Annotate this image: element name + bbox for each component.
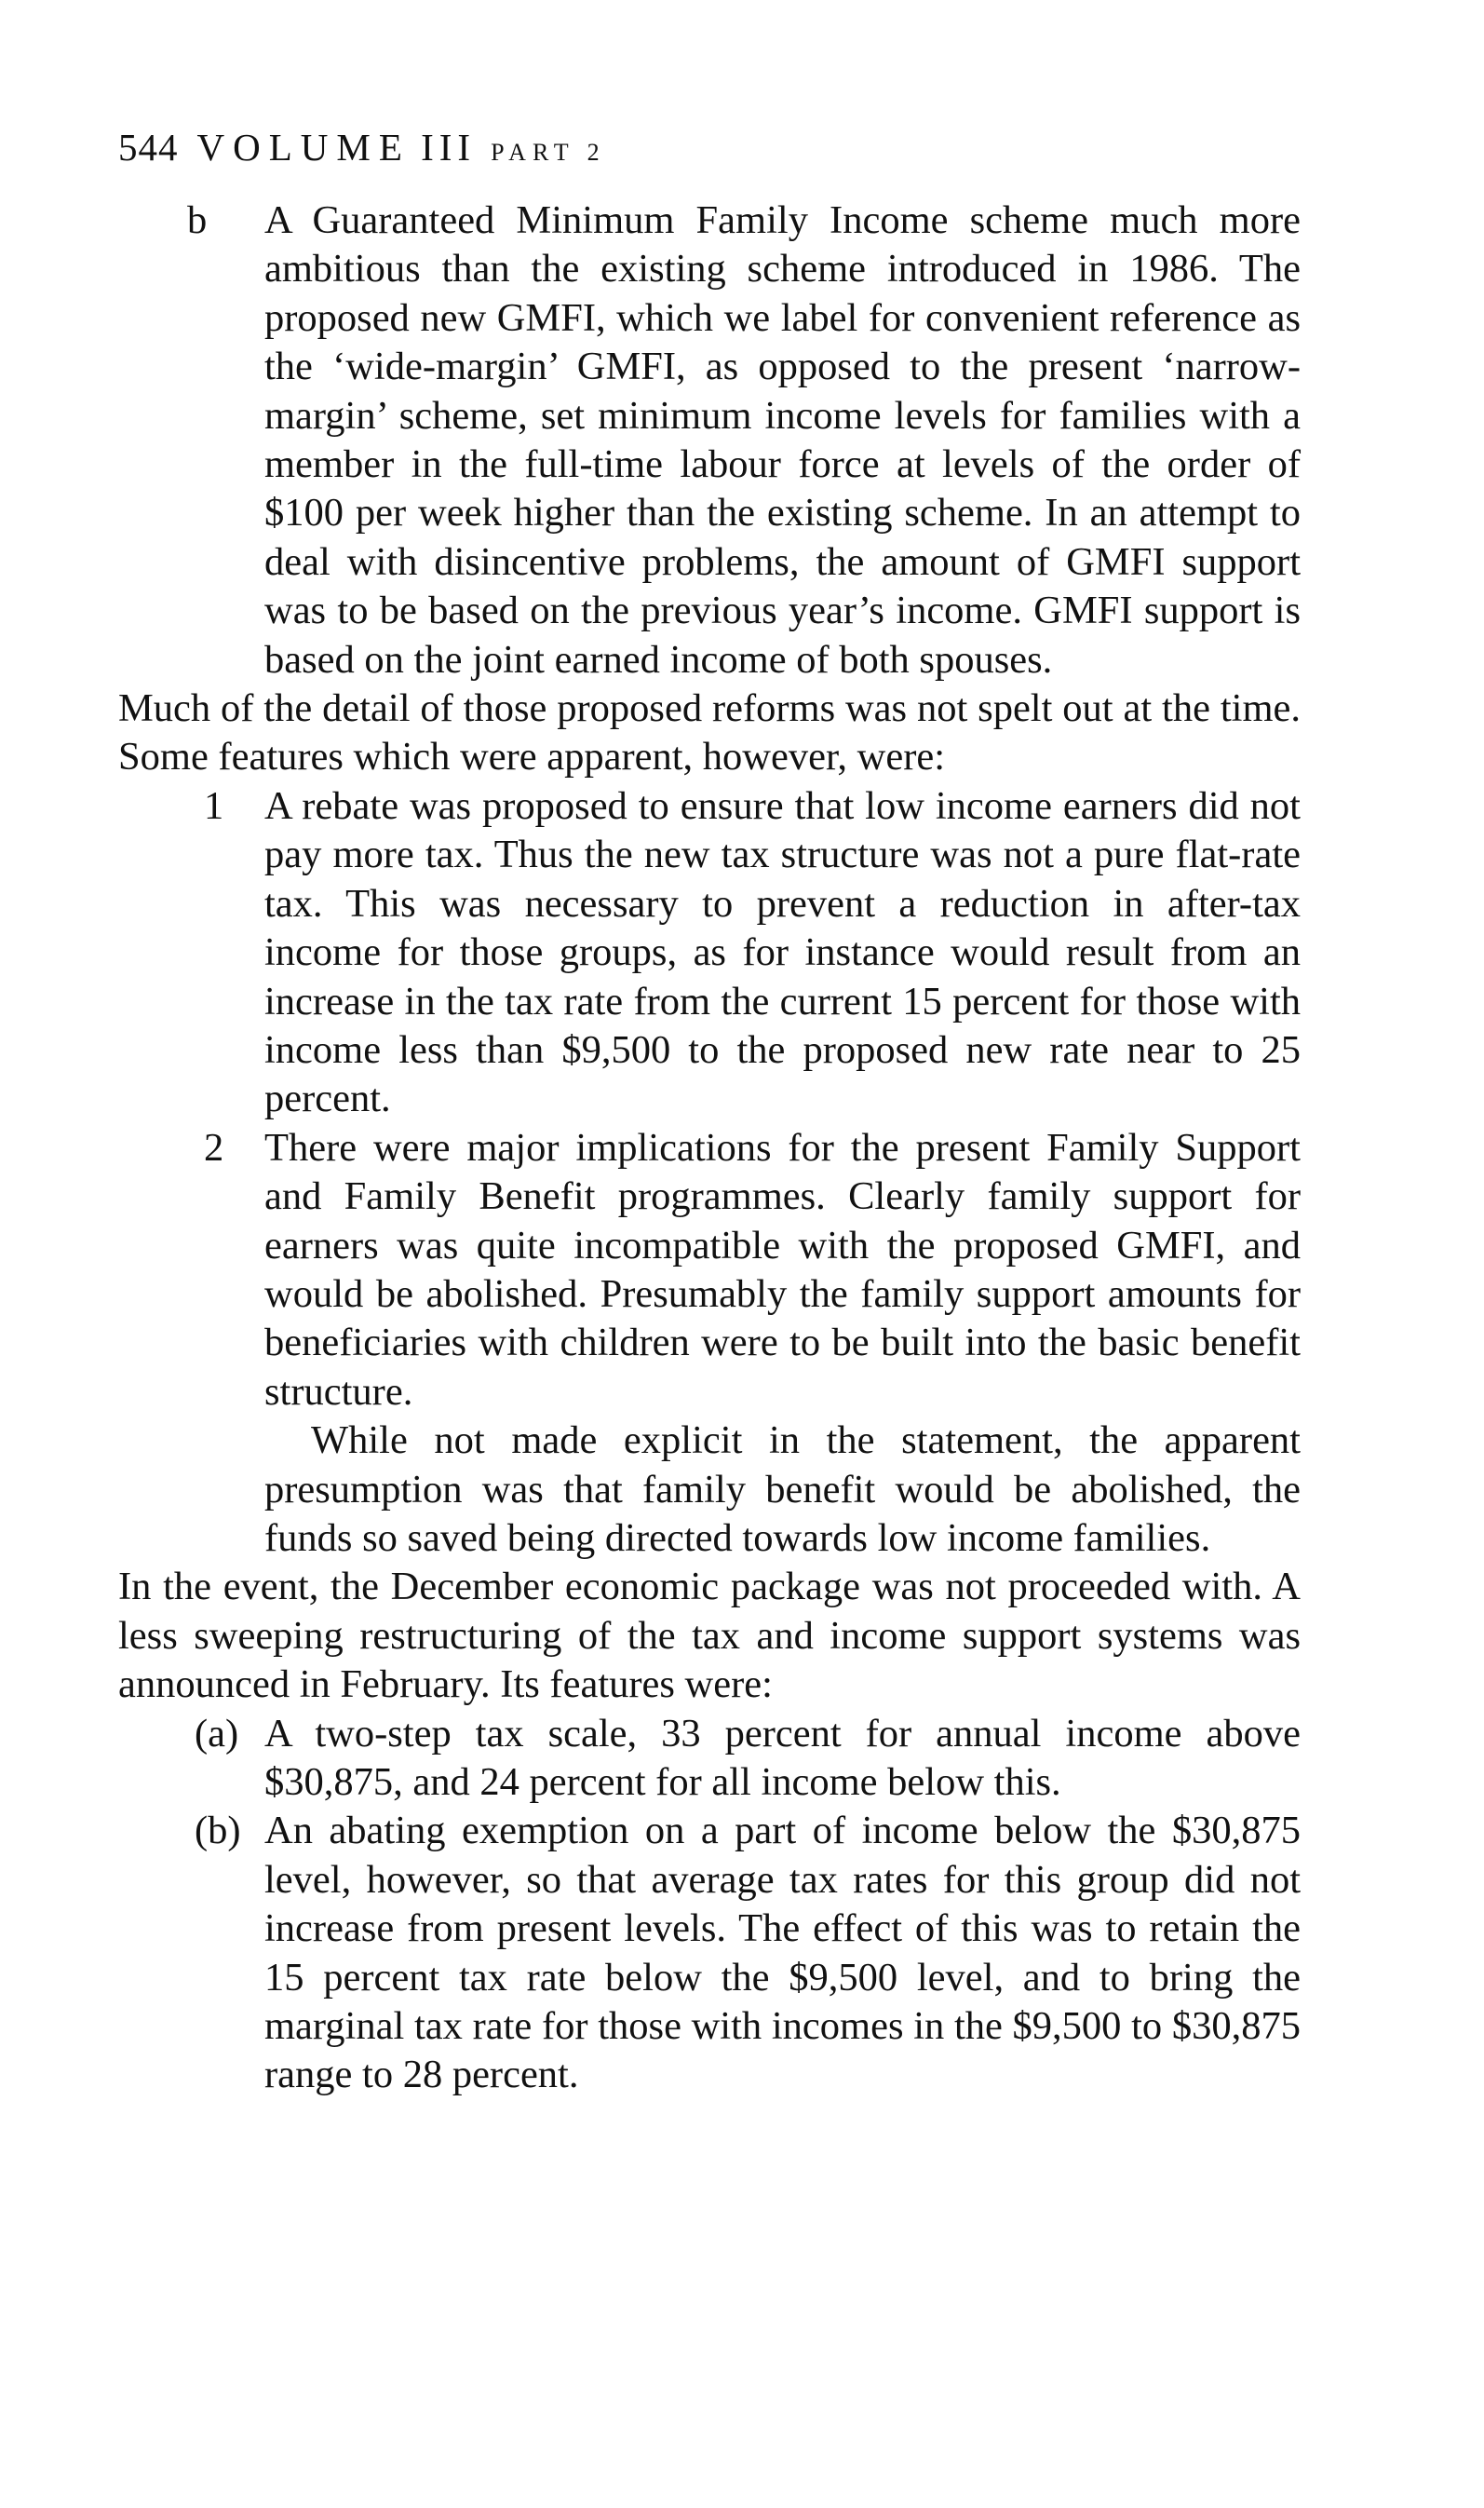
running-head	[118, 126, 1301, 169]
list-marker: b	[187, 198, 208, 242]
list-marker: 2	[204, 1125, 224, 1170]
list-marker: (a)	[195, 1711, 239, 1756]
volume-label: VOLUME	[196, 126, 411, 169]
book-page	[118, 126, 1301, 2100]
list-item-text: An abating exemption on a part of income below the $30,875 level, however, so that average tax rates for this group did not increase from present levels. The effect of this was to retain the 15 percent tax rate below the $9,500 level, and to bring the marginal tax rate for those with incomes in the $9,500 to $30,875 range to 28 percent.	[264, 1809, 1301, 2097]
list-item-text: There were major implications for the present Family Support and Family Benefit programmes. Clearly family support for earners was quite incompatible with the proposed GMFI, and would be abolished. Presumably the family support amounts for beneficiaries with children were to be built into the basic benefit structure.	[264, 1125, 1301, 1414]
body-text	[118, 197, 1301, 2100]
list-item-b-paren	[118, 1807, 1301, 2099]
list-item-text: A Guaranteed Minimum Family Income scheme much more ambitious than the existing scheme introduced in 1986. The proposed new GMFI, which we label for convenient reference as the ‘wide-margin’ GMFI, as opposed to the present ‘narrow-margin’ scheme, set minimum income levels for families with a member in the full-time labour force at levels of the order of $100 per week higher than the existing scheme. In an attempt to deal with disincentive problems, the amount of GMFI support was to be based on the previous year’s income. GMFI support is based on the joint earned income of both spouses.	[264, 198, 1301, 682]
list-marker: (b)	[195, 1809, 241, 1853]
list-item-continuation: While not made explicit in the statement, the apparent presumption was that family benefit would be abolished, the funds so saved being directed towards low income families.	[264, 1418, 1301, 1560]
list-item-2	[118, 1124, 1301, 1417]
list-marker: 1	[204, 783, 224, 828]
list-item-1	[118, 782, 1301, 1124]
list-item-a	[118, 1710, 1301, 1808]
list-item-text: A two-step tax scale, 33 percent for annual income above $30,875, and 24 percent for all income below this.	[264, 1711, 1301, 1804]
part-label: PART 2	[491, 139, 606, 166]
volume-number: III	[421, 126, 477, 169]
list-item-b	[118, 197, 1301, 685]
paragraph: Much of the detail of those proposed reforms was not spelt out at the time. Some features which were apparent, however, were:	[118, 686, 1301, 780]
page-number: 544	[118, 126, 179, 169]
paragraph: In the event, the December economic package was not proceeded with. A less sweeping restructuring of the tax and income support systems was announced in February. Its features were:	[118, 1565, 1301, 1707]
list-item-text: A rebate was proposed to ensure that low income earners did not pay more tax. Thus the new tax structure was not a pure flat-rate tax. This was necessary to prevent a reduction in after-tax income for those groups, as for instance would result from an increase in the tax rate from the current 15 percent for those with income less than $9,500 to the proposed new rate near to 25 percent.	[264, 783, 1301, 1121]
